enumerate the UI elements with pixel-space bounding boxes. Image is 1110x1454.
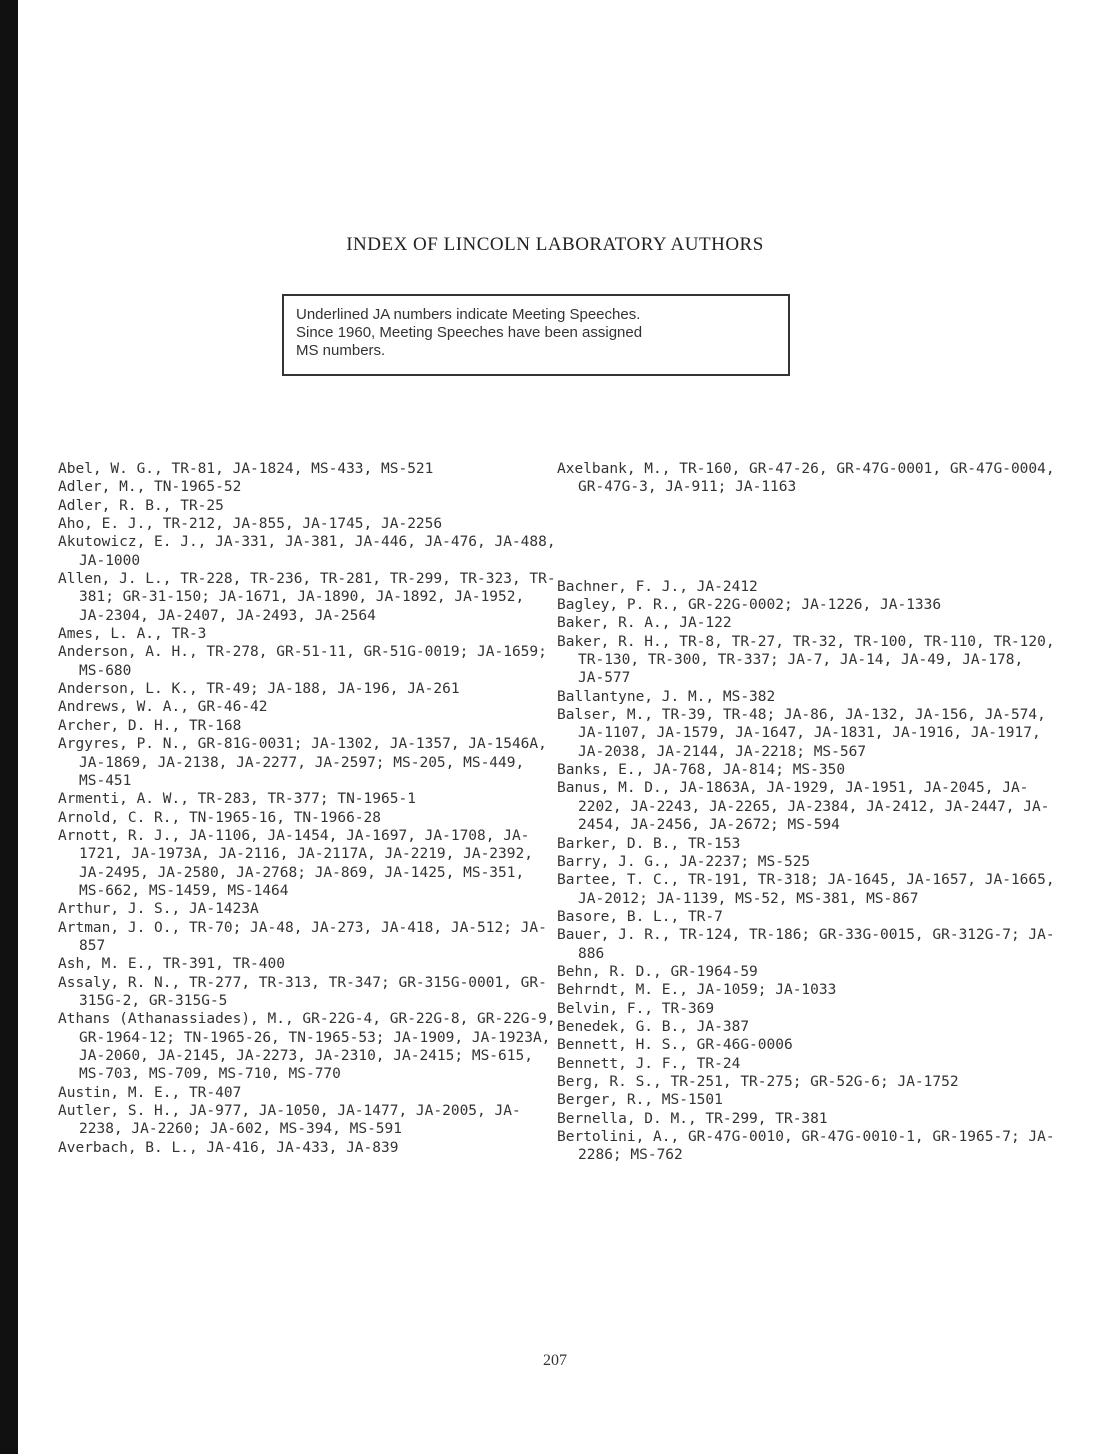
index-entry: Baker, R. A., JA-122: [557, 615, 732, 632]
index-entry: Ames, L. A., TR-3: [58, 626, 207, 643]
index-entry: Banus, M. D., JA-1863A, JA-1929, JA-1951, JA-2045, JA-2202, JA-2243, JA-2265, JA-2384, JA-2412, JA-2447, JA-2454, JA-2456, JA-2672; MS-594: [557, 780, 1050, 834]
index-entry: Axelbank, M., TR-160, GR-47-26, GR-47G-0001, GR-47G-0004, GR-47G-3, JA-911; JA-1163: [557, 461, 1055, 496]
index-entry: Austin, M. E., TR-407: [58, 1084, 242, 1101]
right-column: [557, 460, 1057, 1165]
index-entry: Bagley, P. R., GR-22G-0002; JA-1226, JA-1336: [557, 597, 942, 614]
index-entry: Arnott, R. J., JA-1106, JA-1454, JA-1697, JA-1708, JA-1721, JA-1973A, JA-2116, JA-2117A, JA-2219, JA-2392, JA-2495, JA-2580, JA-2768; JA-869, JA-1425, MS-351, MS-662, MS-1459, MS-1464: [58, 827, 533, 899]
index-entry: Anderson, L. K., TR-49; JA-188, JA-196, JA-261: [58, 681, 460, 698]
column-gap: [557, 497, 1057, 578]
index-entry: Behrndt, M. E., JA-1059; JA-1033: [557, 982, 837, 999]
index-entry: Abel, W. G., TR-81, JA-1824, MS-433, MS-521: [58, 461, 434, 477]
index-entry: Bernella, D. M., TR-299, TR-381: [557, 1110, 828, 1127]
index-entry: Aho, E. J., TR-212, JA-855, JA-1745, JA-2256: [58, 516, 443, 533]
index-entry: Ballantyne, J. M., MS-382: [557, 688, 776, 705]
note-line: Since 1960, Meeting Speeches have been assigned: [296, 324, 643, 341]
index-entry: Bennett, J. F., TR-24: [557, 1055, 741, 1072]
index-entry: Banks, E., JA-768, JA-814; MS-350: [557, 762, 846, 779]
left-column: [58, 460, 558, 1157]
note-line: Underlined JA numbers indicate Meeting Speeches.: [296, 306, 641, 323]
index-entry: Belvin, F., TR-369: [557, 1000, 715, 1017]
index-entry: Arthur, J. S., JA-1423A: [58, 901, 259, 918]
index-entry: Armenti, A. W., TR-283, TR-377; TN-1965-1: [58, 791, 416, 808]
index-entry: Akutowicz, E. J., JA-331, JA-381, JA-446, JA-476, JA-488, JA-1000: [58, 534, 556, 569]
index-entry: Basore, B. L., TR-7: [557, 908, 723, 925]
note-line: MS numbers.: [296, 342, 386, 359]
index-entry: Assaly, R. N., TR-277, TR-313, TR-347; GR-315G-0001, GR-315G-2, GR-315G-5: [58, 974, 547, 1009]
index-entry: Behn, R. D., GR-1964-59: [557, 963, 758, 980]
index-entry: Allen, J. L., TR-228, TR-236, TR-281, TR-299, TR-323, TR-381; GR-31-150; JA-1671, JA-1890, JA-1892, JA-1952, JA-2304, JA-2407, JA-2493, JA-2564: [58, 571, 556, 624]
index-entry: Balser, M., TR-39, TR-48; JA-86, JA-132, JA-156, JA-574, JA-1107, JA-1579, JA-1647, JA-1831, JA-1916, JA-1917, JA-2038, JA-2144, JA-2218; MS-567: [557, 707, 1046, 760]
index-entry: Adler, R. B., TR-25: [58, 497, 224, 514]
scan-edge-bar: [0, 0, 18, 1454]
index-entry: Bartee, T. C., TR-191, TR-318; JA-1645, JA-1657, JA-1665, JA-2012; JA-1139, MS-52, MS-381, MS-867: [557, 872, 1055, 907]
index-entry: Anderson, A. H., TR-278, GR-51-11, GR-51G-0019; JA-1659; MS-680: [58, 644, 547, 679]
index-entry: Berg, R. S., TR-251, TR-275; GR-52G-6; JA-1752: [557, 1073, 959, 1090]
index-entry: Barker, D. B., TR-153: [557, 835, 741, 852]
index-entry: Baker, R. H., TR-8, TR-27, TR-32, TR-100, TR-110, TR-120, TR-130, TR-300, TR-337; JA-7, JA-14, JA-49, JA-178, JA-577: [557, 633, 1055, 687]
index-entry: Argyres, P. N., GR-81G-0031; JA-1302, JA-1357, JA-1546A, JA-1869, JA-2138, JA-2277, JA-2597; MS-205, MS-449, MS-451: [58, 736, 547, 789]
index-entry: Averbach, B. L., JA-416, JA-433, JA-839: [58, 1139, 399, 1156]
index-entry: Autler, S. H., JA-977, JA-1050, JA-1477, JA-2005, JA-2238, JA-2260; JA-602, MS-394, MS-591: [58, 1103, 521, 1138]
index-entry: Bachner, F. J., JA-2412: [557, 578, 758, 595]
index-entry: Bertolini, A., GR-47G-0010, GR-47G-0010-1, GR-1965-7; JA-2286; MS-762: [557, 1129, 1055, 1164]
index-entry: Archer, D. H., TR-168: [58, 717, 242, 734]
index-entry: Arnold, C. R., TN-1965-16, TN-1966-28: [58, 809, 382, 826]
index-entry: Barry, J. G., JA-2237; MS-525: [557, 853, 811, 870]
page-number: 207: [543, 1352, 567, 1369]
index-entry: Benedek, G. B., JA-387: [557, 1018, 750, 1035]
index-entry: Artman, J. O., TR-70; JA-48, JA-273, JA-418, JA-512; JA-857: [58, 919, 547, 954]
index-entry: Bauer, J. R., TR-124, TR-186; GR-33G-0015, GR-312G-7; JA-886: [557, 927, 1055, 962]
page-title: INDEX OF LINCOLN LABORATORY AUTHORS: [346, 234, 764, 255]
index-entry: Athans (Athanassiades), M., GR-22G-4, GR-22G-8, GR-22G-9, GR-1964-12; TN-1965-26, TN-1965-53; JA-1909, JA-1923A, JA-2060, JA-2145, JA-2273, JA-2310, JA-2415; MS-615, MS-703, MS-709, MS-710, MS-770: [58, 1011, 556, 1083]
index-entry: Adler, M., TN-1965-52: [58, 479, 242, 496]
index-entry: Ash, M. E., TR-391, TR-400: [58, 956, 285, 973]
index-entry: Bennett, H. S., GR-46G-0006: [557, 1037, 793, 1054]
index-entry: Andrews, W. A., GR-46-42: [58, 699, 268, 716]
index-entry: Berger, R., MS-1501: [557, 1092, 723, 1109]
note-box: [282, 294, 790, 376]
